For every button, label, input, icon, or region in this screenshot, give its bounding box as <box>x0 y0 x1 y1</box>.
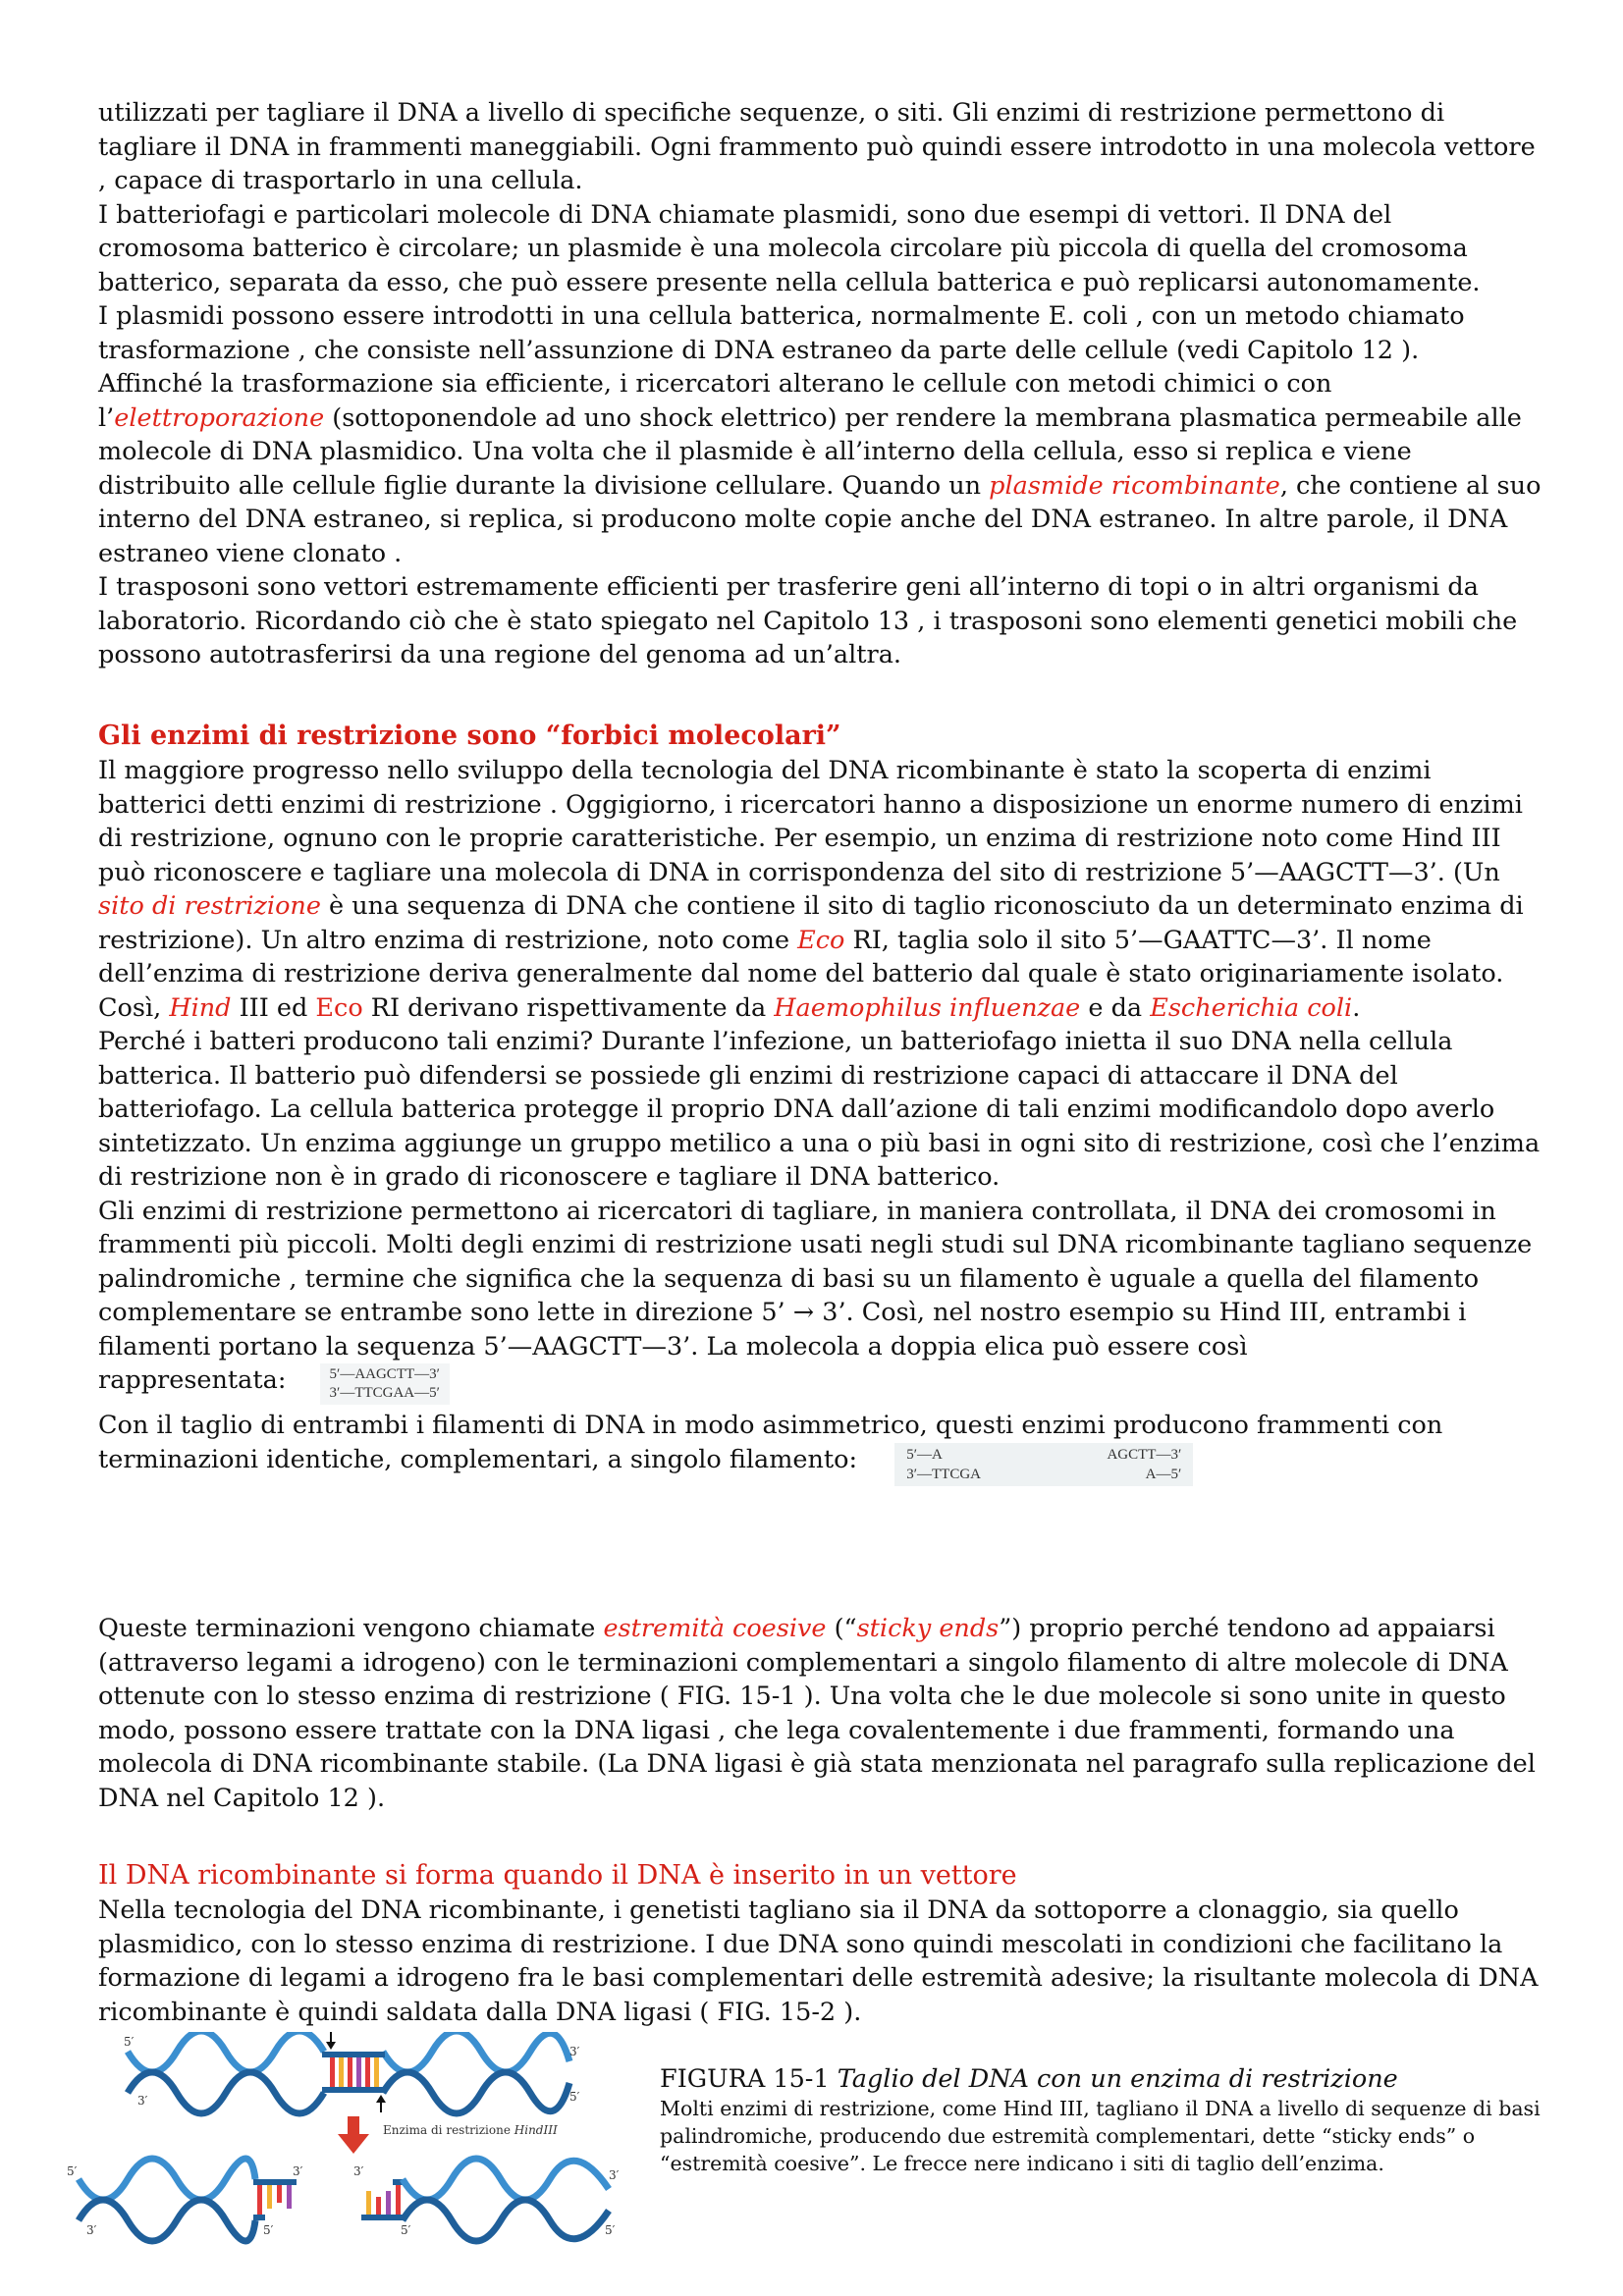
section-recombinant-dna <box>98 1858 1542 2029</box>
end-label-frag-left-3b: 3′ <box>293 2164 303 2178</box>
section1-paragraph-5: Queste terminazioni vengono chiamate estremità coesive (“sticky ends”) proprio perché tendono ad appaiarsi (attraverso legami a idrogeno) con le terminazioni complementari a singolo filamento di altre molecole di DNA ottenute con lo stesso enzima di restrizione ( FIG. 15-1 ). Una volta che le due molecole si sono unite in questo modo, possono essere trattate con la DNA ligasi , che lega covalentemente i due frammenti, formando una molecola di DNA ricombinante stabile. (La DNA ligasi è già stata menzionata nel paragrafo sulla replicazione del DNA nel Capitolo 12 ). <box>98 1614 1536 1813</box>
intro-paragraph-2: I batteriofagi e particolari molecole di DNA chiamate plasmidi, sono due esempi di vettori. Il DNA del cromosoma batterico è circolare; un plasmide è una molecola circolare più piccola di quella del cromosoma batterico, separata da esso, che può essere presente nella cellula batterica e può replicarsi autonomamente. <box>98 199 1481 297</box>
intro-paragraph-4: Affinché la trasformazione sia efficiente, i ricercatori alterano le cellule con metodi chimici o con l’elettroporazione (sottoponendole ad uno shock elettrico) per rendere la membrana plasmatica permeabile alle molecole di DNA plasmidico. Una volta che il plasmide è all’interno della cellula, esso si replica e viene distribuito alle cellule figlie durante la divisione cellulare. Quando un plasmide ricombinante, che contiene al suo interno del DNA estraneo, si replica, si producono molte copie anche del DNA estraneo. In altre parole, il DNA estraneo viene clonato . <box>98 369 1542 568</box>
end-label-frag-left-5b: 5′ <box>263 2223 274 2237</box>
end-label-frag-left-3: 3′ <box>86 2223 97 2237</box>
term-eco-2: Eco <box>315 992 363 1023</box>
section1-paragraph-1: Il maggiore progresso nello sviluppo della tecnologia del DNA ricombinante è stato la scoperta di enzimi batterici detti enzimi di restrizione . Oggigiorno, i ricercatori hanno a disposizione un enorme numero di enzimi di restrizione, ognuno con le proprie caratteristiche. Per esempio, un enzima di restrizione noto come Hind III può riconoscere e tagliare una molecola di DNA in corrispondenza del sito di restrizione 5’—AAGCTT—3’. (Un sito di restrizione è una sequenza di DNA che contiene il sito di taglio riconosciuto da un determinato enzima di restrizione). Un altro enzima di restrizione, noto come Eco RI, taglia solo il sito 5’—GAATTC—3’. Il nome dell’enzima di restrizione deriva generalmente dal nome del batterio dal quale è stato originariamente isolato. Così, Hind III ed Eco RI derivano rispettivamente da Haemophilus influenzae e da Escherichia coli. <box>98 756 1524 1023</box>
figure-title: FIGURA 15-1 Taglio del DNA con un enzima di restrizione <box>660 2064 1398 2094</box>
section1-paragraph-3-tail: rappresentata: 5′—AAGCTT—3′ 3′—TTCGAA—5′ <box>98 1363 1542 1409</box>
figure-caption <box>660 2063 1543 2177</box>
end-label-5-bottom-right: 5′ <box>569 2090 580 2104</box>
intro-paragraph-5: I trasposoni sono vettori estremamente efficienti per trasferire geni all’interno di topi o in altri organismi da laboratorio. Ricordando ciò che è stato spiegato nel Capitolo 13 , i trasposoni sono elementi genetici mobili che possono autotrasferirsi da una regione del genoma ad un’altra. <box>98 572 1518 669</box>
term-plasmide-ricombinante: plasmide ricombinante <box>989 470 1280 501</box>
end-label-5-top-left: 5′ <box>124 2035 135 2049</box>
term-hind: Hind <box>169 992 232 1023</box>
figure-description: Molti enzimi di restrizione, come Hind III, tagliano il DNA a livello di sequenze di basi palindromiche, producendo due estremità complementari, dette “sticky ends” o “estremità coesive”. Le frecce nere indicano i siti di taglio dell’enzima. <box>660 2097 1541 2175</box>
palindrome-sequence-box: 5′—AAGCTT—3′ 3′—TTCGAA—5′ <box>320 1363 450 1405</box>
term-escherichia: Escherichia coli <box>1150 992 1353 1023</box>
intro-paragraph-3: I plasmidi possono essere introdotti in una cellula batterica, normalmente E. coli , con un metodo chiamato trasformazione , che consiste nell’assunzione di DNA estraneo da parte delle cellule (vedi Capitolo 12 ). <box>98 301 1465 365</box>
intro-paragraph-1: utilizzati per tagliare il DNA a livello di specifiche sequenze, o siti. Gli enzimi di restrizione permettono di tagliare il DNA in frammenti maneggiabili. Ogni frammento può quindi essere introdotto in una molecola vettore , capace di trasportarlo in una cellula. <box>98 98 1536 195</box>
term-haemophilus: Haemophilus influenzae <box>774 992 1081 1023</box>
section1-paragraph-2: Perché i batteri producono tali enzimi? Durante l’infezione, un batteriofago inietta il suo DNA nella cellula batterica. Il batterio può difendersi se possiede gli enzimi di restrizione capaci di attaccare il DNA del batteriofago. La cellula batterica protegge il proprio DNA dall’azione di tali enzimi modificandolo dopo averlo sintetizzato. Un enzima aggiunge un gruppo metilico a una o più basi in ogni sito di restrizione, così che l’enzima di restrizione non è in grado di riconoscere e tagliare il DNA batterico. <box>98 1027 1541 1192</box>
down-arrow-icon <box>338 2134 369 2154</box>
figure-15-1-illustration <box>59 2032 648 2287</box>
end-label-frag-left-5: 5′ <box>67 2164 78 2178</box>
enzyme-label: Enzima di restrizione HindIII <box>383 2123 558 2137</box>
term-estremita-coesive: estremità coesive <box>603 1614 827 1643</box>
end-label-3-top-right: 3′ <box>569 2045 580 2058</box>
end-label-frag-right-5: 5′ <box>401 2223 411 2237</box>
end-label-frag-right-3: 3′ <box>353 2164 364 2178</box>
section1-paragraph-3: Gli enzimi di restrizione permettono ai ricercatori di tagliare, in maniera controllata, il DNA dei cromosomi in frammenti più piccoli. Molti degli enzimi di restrizione usati negli studi sul DNA ricombinante tagliano sequenze palindromiche , termine che significa che la sequenza di basi su un filamento è uguale a quella del filamento complementare se entrambe sono lette in direzione 5’ → 3’. Così, nel nostro esempio su Hind III, entrambi i filamenti portano la sequenza 5’—AAGCTT—3’. La molecola a doppia elica può essere così <box>98 1196 1533 1362</box>
term-elettroporazione: elettroporazione <box>114 402 325 433</box>
section-restriction-enzymes <box>98 719 1542 1486</box>
section1-paragraph-4: Con il taglio di entrambi i filamenti di DNA in modo asimmetrico, questi enzimi producono frammenti con terminazioni identiche, complementari, a singolo filamento: 5′—A AGCTT—3′ 3′—TTCGA A—5′ <box>98 1409 1542 1486</box>
end-label-frag-right-5b: 5′ <box>605 2223 616 2237</box>
term-sito-di-restrizione: sito di restrizione <box>98 891 321 921</box>
end-label-frag-right-3b: 3′ <box>609 2168 620 2182</box>
intro-block <box>98 96 1542 672</box>
dna-fragment-right <box>361 2159 609 2241</box>
section-heading-vettore: Il DNA ricombinante si forma quando il DNA è inserito in un vettore <box>98 1860 1017 1891</box>
section2-paragraph-1: Nella tecnologia del DNA ricombinante, i genetisti tagliano sia il DNA da sottoporre a clonaggio, sia quello plasmidico, con lo stesso enzima di restrizione. I due DNA sono quindi mescolati in condizioni che facilitano la formazione di legami a idrogeno fra le basi complementari delle estremità adesive; la risultante molecola di DNA ricombinante è quindi saldata dalla DNA ligasi ( FIG. 15-2 ). <box>98 1896 1539 2027</box>
end-label-3-bottom-left: 3′ <box>137 2094 148 2108</box>
term-eco: Eco <box>797 925 845 955</box>
section-heading-forbici: Gli enzimi di restrizione sono “forbici molecolari” <box>98 721 841 751</box>
sticky-ends-sequence-box: 5′—A AGCTT—3′ 3′—TTCGA A—5′ <box>894 1443 1193 1486</box>
term-sticky-ends: sticky ends <box>856 1614 1000 1643</box>
sticky-ends-block <box>98 1612 1542 1815</box>
dna-helix-top <box>128 2032 569 2113</box>
